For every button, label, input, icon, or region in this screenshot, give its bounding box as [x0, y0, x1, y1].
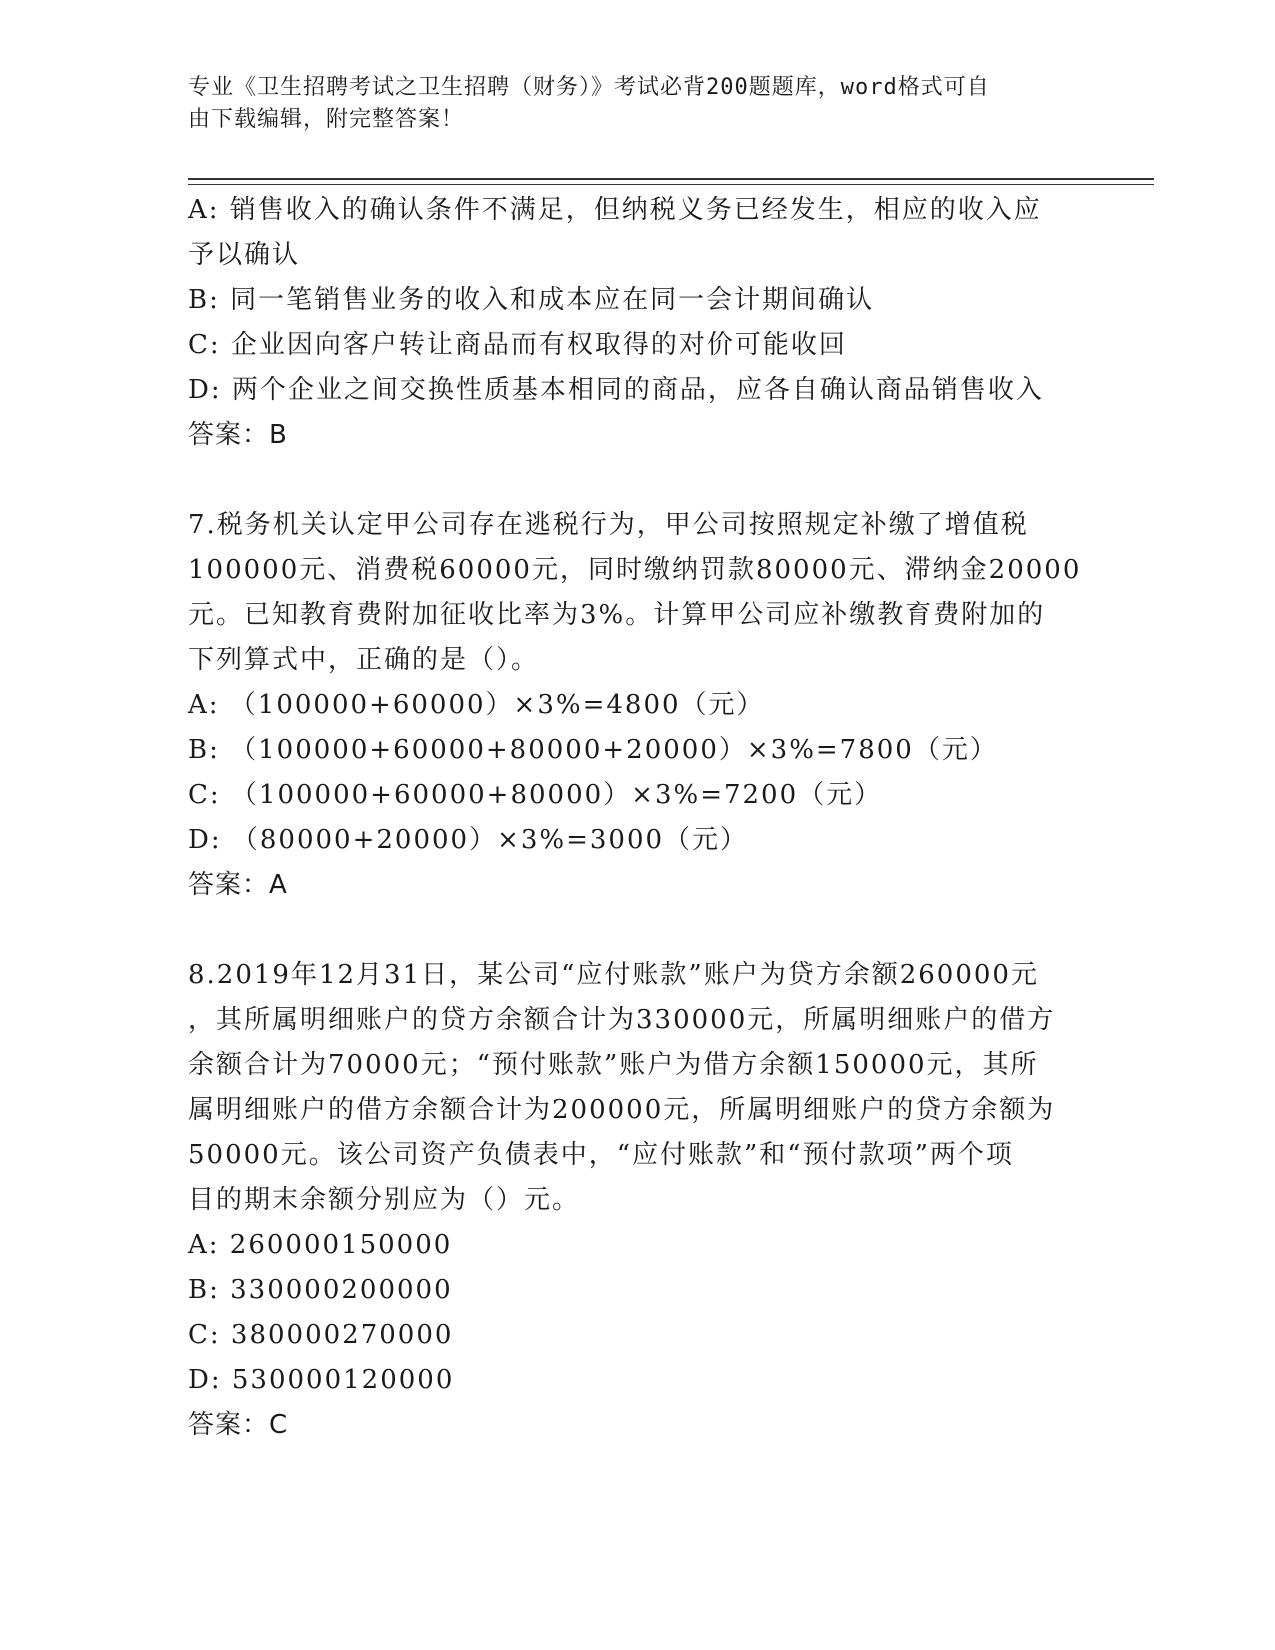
question-stem-line: 7.税务机关认定甲公司存在逃税行为，甲公司按照规定补缴了增值税	[188, 510, 1029, 540]
option-d: D: 两个企业之间交换性质基本相同的商品，应各自确认商品销售收入	[188, 375, 1044, 405]
question-stem-line: 余额合计为70000元；“预付账款”账户为借方余额150000元，其所	[188, 1050, 1039, 1080]
question-stem-line: 50000元。该公司资产负债表中，“应付账款”和“预付款项”两个项	[188, 1140, 1014, 1170]
answer: 答案：A	[188, 870, 288, 900]
option-b: B: 同一笔销售业务的收入和成本应在同一会计期间确认	[188, 285, 875, 315]
document-body	[188, 188, 1088, 1448]
option-d: D: 530000120000	[188, 1365, 455, 1395]
question-stem-line: 属明细账户的借方余额合计为200000元，所属明细账户的贷方余额为	[188, 1095, 1056, 1125]
option-a-continued: 予以确认	[188, 240, 301, 270]
question-stem-line: 100000元、消费税60000元，同时缴纳罚款80000元、滞纳金20000	[188, 555, 1082, 585]
answer: 答案：C	[188, 1410, 289, 1440]
header-divider-thin	[188, 184, 1154, 185]
question-stem-line: 元。已知教育费附加征收比率为3%。计算甲公司应补缴教育费附加的	[188, 600, 1046, 630]
header-line-2: 由下载编辑，附完整答案！	[188, 107, 465, 132]
option-c: C: 380000270000	[188, 1320, 454, 1350]
option-c: C: 企业因向客户转让商品而有权取得的对价可能收回	[188, 330, 847, 360]
question-stem-line: 8.2019年12月31日，某公司“应付账款”账户为贷方余额260000元	[188, 960, 1039, 990]
question-stem-line: 目的期末余额分别应为（）元。	[188, 1185, 581, 1215]
question-stem-line: ，其所属明细账户的贷方余额合计为330000元，所属明细账户的借方	[188, 1005, 1056, 1035]
option-b: B: （100000+60000+80000+20000）×3%=7800（元）	[188, 735, 998, 765]
header-line-1: 专业《卫生招聘考试之卫生招聘（财务）》考试必背200题题库，word格式可自	[188, 75, 990, 100]
option-a: A: 260000150000	[188, 1230, 453, 1260]
option-d: D: （80000+20000）×3%=3000（元）	[188, 825, 749, 855]
option-c: C: （100000+60000+80000）×3%=7200（元）	[188, 780, 883, 810]
question-6	[188, 188, 1088, 458]
header-divider-thick	[188, 178, 1154, 180]
question-7	[188, 503, 1088, 908]
option-b: B: 330000200000	[188, 1275, 453, 1305]
question-stem-line: 下列算式中，正确的是（）。	[188, 645, 540, 675]
question-8	[188, 953, 1088, 1448]
document-header	[188, 72, 1068, 136]
answer: 答案：B	[188, 420, 288, 450]
option-a: A: （100000+60000）×3%=4800（元）	[188, 690, 765, 720]
option-a: A: 销售收入的确认条件不满足，但纳税义务已经发生，相应的收入应	[188, 195, 1042, 225]
